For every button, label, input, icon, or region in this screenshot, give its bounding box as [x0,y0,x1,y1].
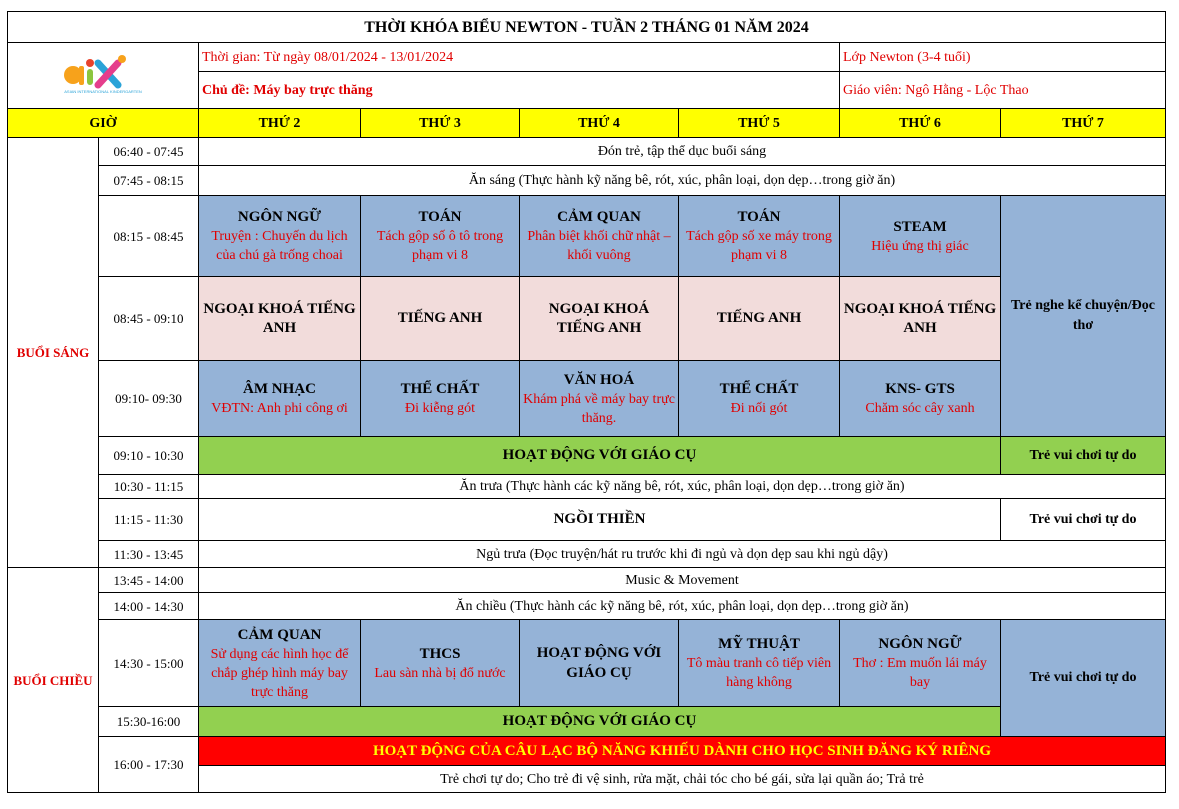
activity-cell: Ăn chiều (Thực hành các kỹ năng bê, rót, xúc, phân loại, dọn dẹp…trong giờ ăn) [199,593,1166,620]
lesson-subject: HOẠT ĐỘNG VỚI GIÁO CỤ [536,645,662,681]
time-slot: 09:10- 09:30 [99,361,199,437]
header-day-wed: THỨ 4 [520,109,679,138]
lesson-subject: ÂM NHẠC [243,381,316,397]
lesson-cell [840,620,1001,707]
time-slot: 14:00 - 14:30 [99,593,199,620]
class-label: Lớp Newton (3-4 tuổi) [840,43,1166,72]
activity-cell: Ăn sáng (Thực hành kỹ năng bê, rót, xúc, phân loại, dọn dẹp…trong giờ ăn) [199,166,1166,196]
lesson-subject: THCS [419,645,461,662]
time-slot: 08:15 - 08:45 [99,196,199,277]
timetable-sheet [7,11,1166,793]
lesson-subject: TOÁN [737,209,781,225]
time-slot: 10:30 - 11:15 [99,475,199,499]
page-title: THỜI KHÓA BIỂU NEWTON - TUẦN 2 THÁNG 01 NĂM 2024 [8,12,1166,43]
lesson-subject: NGÔN NGỮ [237,209,322,225]
time-range-label: Thời gian: Từ ngày 08/01/2024 - 13/01/2024 [199,43,840,72]
lesson-desc: Khám phá về máy bay trực thăng. [523,391,675,426]
header-day-mon: THỨ 2 [199,109,361,138]
activity-cell: Đón trẻ, tập thể dục buổi sáng [199,138,1166,166]
lesson-subject: TOÁN [418,209,462,225]
logo-text: ASIAN INTERNATIONAL KINDERGARTEN [64,88,142,94]
lesson-cell [361,196,520,277]
time-slot: 07:45 - 08:15 [99,166,199,196]
time-slot: 15:30-16:00 [99,707,199,737]
activity-cell: NGỒI THIỀN [199,499,1001,541]
saturday-activity: Trẻ vui chơi tự do [1001,437,1166,475]
lesson-desc: Sử dụng các hình học để chắp ghép hình máy bay trực thăng [210,646,349,700]
lesson-subject: THỂ CHẤT [400,381,480,397]
lesson-desc: Tô màu tranh cô tiếp viên hàng không [686,656,832,690]
lesson-subject: CẢM QUAN [237,626,322,643]
lesson-desc: Đi kiễng gót [405,401,475,416]
lesson-subject: VĂN HOÁ [563,371,635,388]
header-day-thu: THỨ 5 [679,109,840,138]
lesson-desc: Tách gộp số ô tô trong phạm vi 8 [376,229,504,263]
lesson-desc: Phân biệt khối chữ nhật – khối vuông [527,229,671,263]
time-slot: 11:30 - 13:45 [99,541,199,568]
time-slot: 09:10 - 10:30 [99,437,199,475]
time-slot: 16:00 - 17:30 [99,737,199,793]
activity-cell: HOẠT ĐỘNG VỚI GIÁO CỤ [199,437,1001,475]
session-afternoon: BUỔI CHIỀU [8,568,99,793]
lesson-desc: Chăm sóc cây xanh [865,401,975,416]
activity-cell: Ăn trưa (Thực hành các kỹ năng bê, rót, xúc, phân loại, dọn dẹp…trong giờ ăn) [199,475,1166,499]
club-activity-banner: HOẠT ĐỘNG CỦA CÂU LẠC BỘ NĂNG KHIẾU DÀNH CHO HỌC SINH ĐĂNG KÝ RIÊNG [199,737,1166,766]
header-day-sat: THỨ 7 [1001,109,1166,138]
activity-cell: Ngủ trưa (Đọc truyện/hát ru trước khi đi ngủ và dọn dẹp sau khi ngủ dậy) [199,541,1166,568]
aik-logo-icon [60,51,146,101]
activity-cell: Music & Movement [199,568,1166,593]
lesson-cell [199,196,361,277]
timetable [7,11,1166,793]
lesson-cell [199,361,361,437]
lesson-cell [679,361,840,437]
time-slot: 08:45 - 09:10 [99,277,199,361]
activity-cell: Trẻ chơi tự do; Cho trẻ đi vệ sinh, rửa mặt, chải tóc cho bé gái, sửa lại quần áo; Trả trẻ [199,766,1166,793]
lesson-desc: Tách gộp số xe máy trong phạm vi 8 [686,229,832,263]
teacher-label: Giáo viên: Ngô Hằng - Lộc Thao [840,72,1166,109]
topic-label: Chủ đề: Máy bay trực thăng [199,72,840,109]
lesson-subject: STEAM [893,218,947,235]
header-hour: GIỜ [8,109,199,138]
lesson-desc: Đi nối gót [730,401,788,416]
header-day-fri: THỨ 6 [840,109,1001,138]
lesson-cell [361,361,520,437]
time-slot: 06:40 - 07:45 [99,138,199,166]
lesson-desc: Lau sàn nhà bị đổ nước [374,665,506,681]
activity-cell: HOẠT ĐỘNG VỚI GIÁO CỤ [199,707,1001,737]
time-slot: 11:15 - 11:30 [99,499,199,541]
lesson-subject: NGÔN NGỮ [878,636,962,652]
lesson-cell [361,620,520,707]
lesson-cell [840,361,1001,437]
session-morning: BUỔI SÁNG [8,138,99,568]
lesson-cell [679,196,840,277]
lesson-cell [199,620,361,707]
lesson-cell [840,196,1001,277]
lesson-subject: KNS- GTS [885,381,955,397]
lesson-cell [520,196,679,277]
header-day-tue: THỨ 3 [361,109,520,138]
lesson-desc: Thơ : Em muốn lái máy bay [853,656,987,690]
lesson-cell [679,620,840,707]
lesson-subject: CẢM QUAN [557,209,641,225]
time-slot: 13:45 - 14:00 [99,568,199,593]
lesson-cell: NGOẠI KHOÁ TIẾNG ANH [520,277,679,361]
lesson-desc: VĐTN: Anh phi công ơi [211,401,348,416]
lesson-cell: NGOẠI KHOÁ TIẾNG ANH [199,277,361,361]
lesson-cell: NGOẠI KHOÁ TIẾNG ANH [840,277,1001,361]
saturday-activity: Trẻ vui chơi tự do [1001,620,1166,737]
lesson-cell: TIẾNG ANH [679,277,840,361]
lesson-subject: THỂ CHẤT [719,381,799,397]
lesson-desc: Hiệu ứng thị giác [871,238,969,254]
lesson-cell [520,361,679,437]
time-slot: 14:30 - 15:00 [99,620,199,707]
saturday-activity: Trẻ vui chơi tự do [1001,499,1166,541]
lesson-desc: Truyện : Chuyến du lịch của chú gà trống choai [211,229,348,263]
lesson-cell [520,620,679,707]
lesson-cell: TIẾNG ANH [361,277,520,361]
logo-cell [8,43,199,109]
saturday-activity: Trẻ nghe kể chuyện/Đọc thơ [1001,196,1166,437]
lesson-subject: MỸ THUẬT [718,636,800,652]
